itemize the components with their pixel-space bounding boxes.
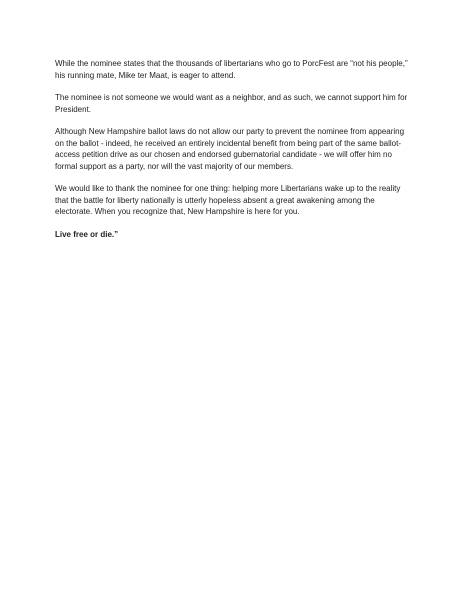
paragraph-ballot-laws: Although New Hampshire ballot laws do not allow our party to prevent the nominee from appearing on the ballot - indeed, he received an entirely incidental benefit from being part of the same ballot-access petition drive as our chosen and endorsed gubernatorial candidate - we will offer him no formal support as a party, nor will the vast majority of our members.: [55, 126, 405, 171]
paragraph-thanks: We would like to thank the nominee for one thing: helping more Libertarians wake up to the reality that the battle for liberty nationally is utterly hopeless absent a great awakening among the electorate. When you recognize that, New Hampshire is here for you.: [55, 184, 401, 217]
paragraph-porcfest: While the nominee states that the thousands of libertarians who go to PorcFest are “not his people,” his running mate, Mike ter Maat, is eager to attend.: [55, 59, 408, 80]
document-body: [55, 58, 413, 240]
paragraph-neighbor: The nominee is not someone we would want as a neighbor, and as such, we cannot support him for President.: [55, 92, 408, 114]
signoff-motto: Live free or die.”: [55, 229, 119, 239]
